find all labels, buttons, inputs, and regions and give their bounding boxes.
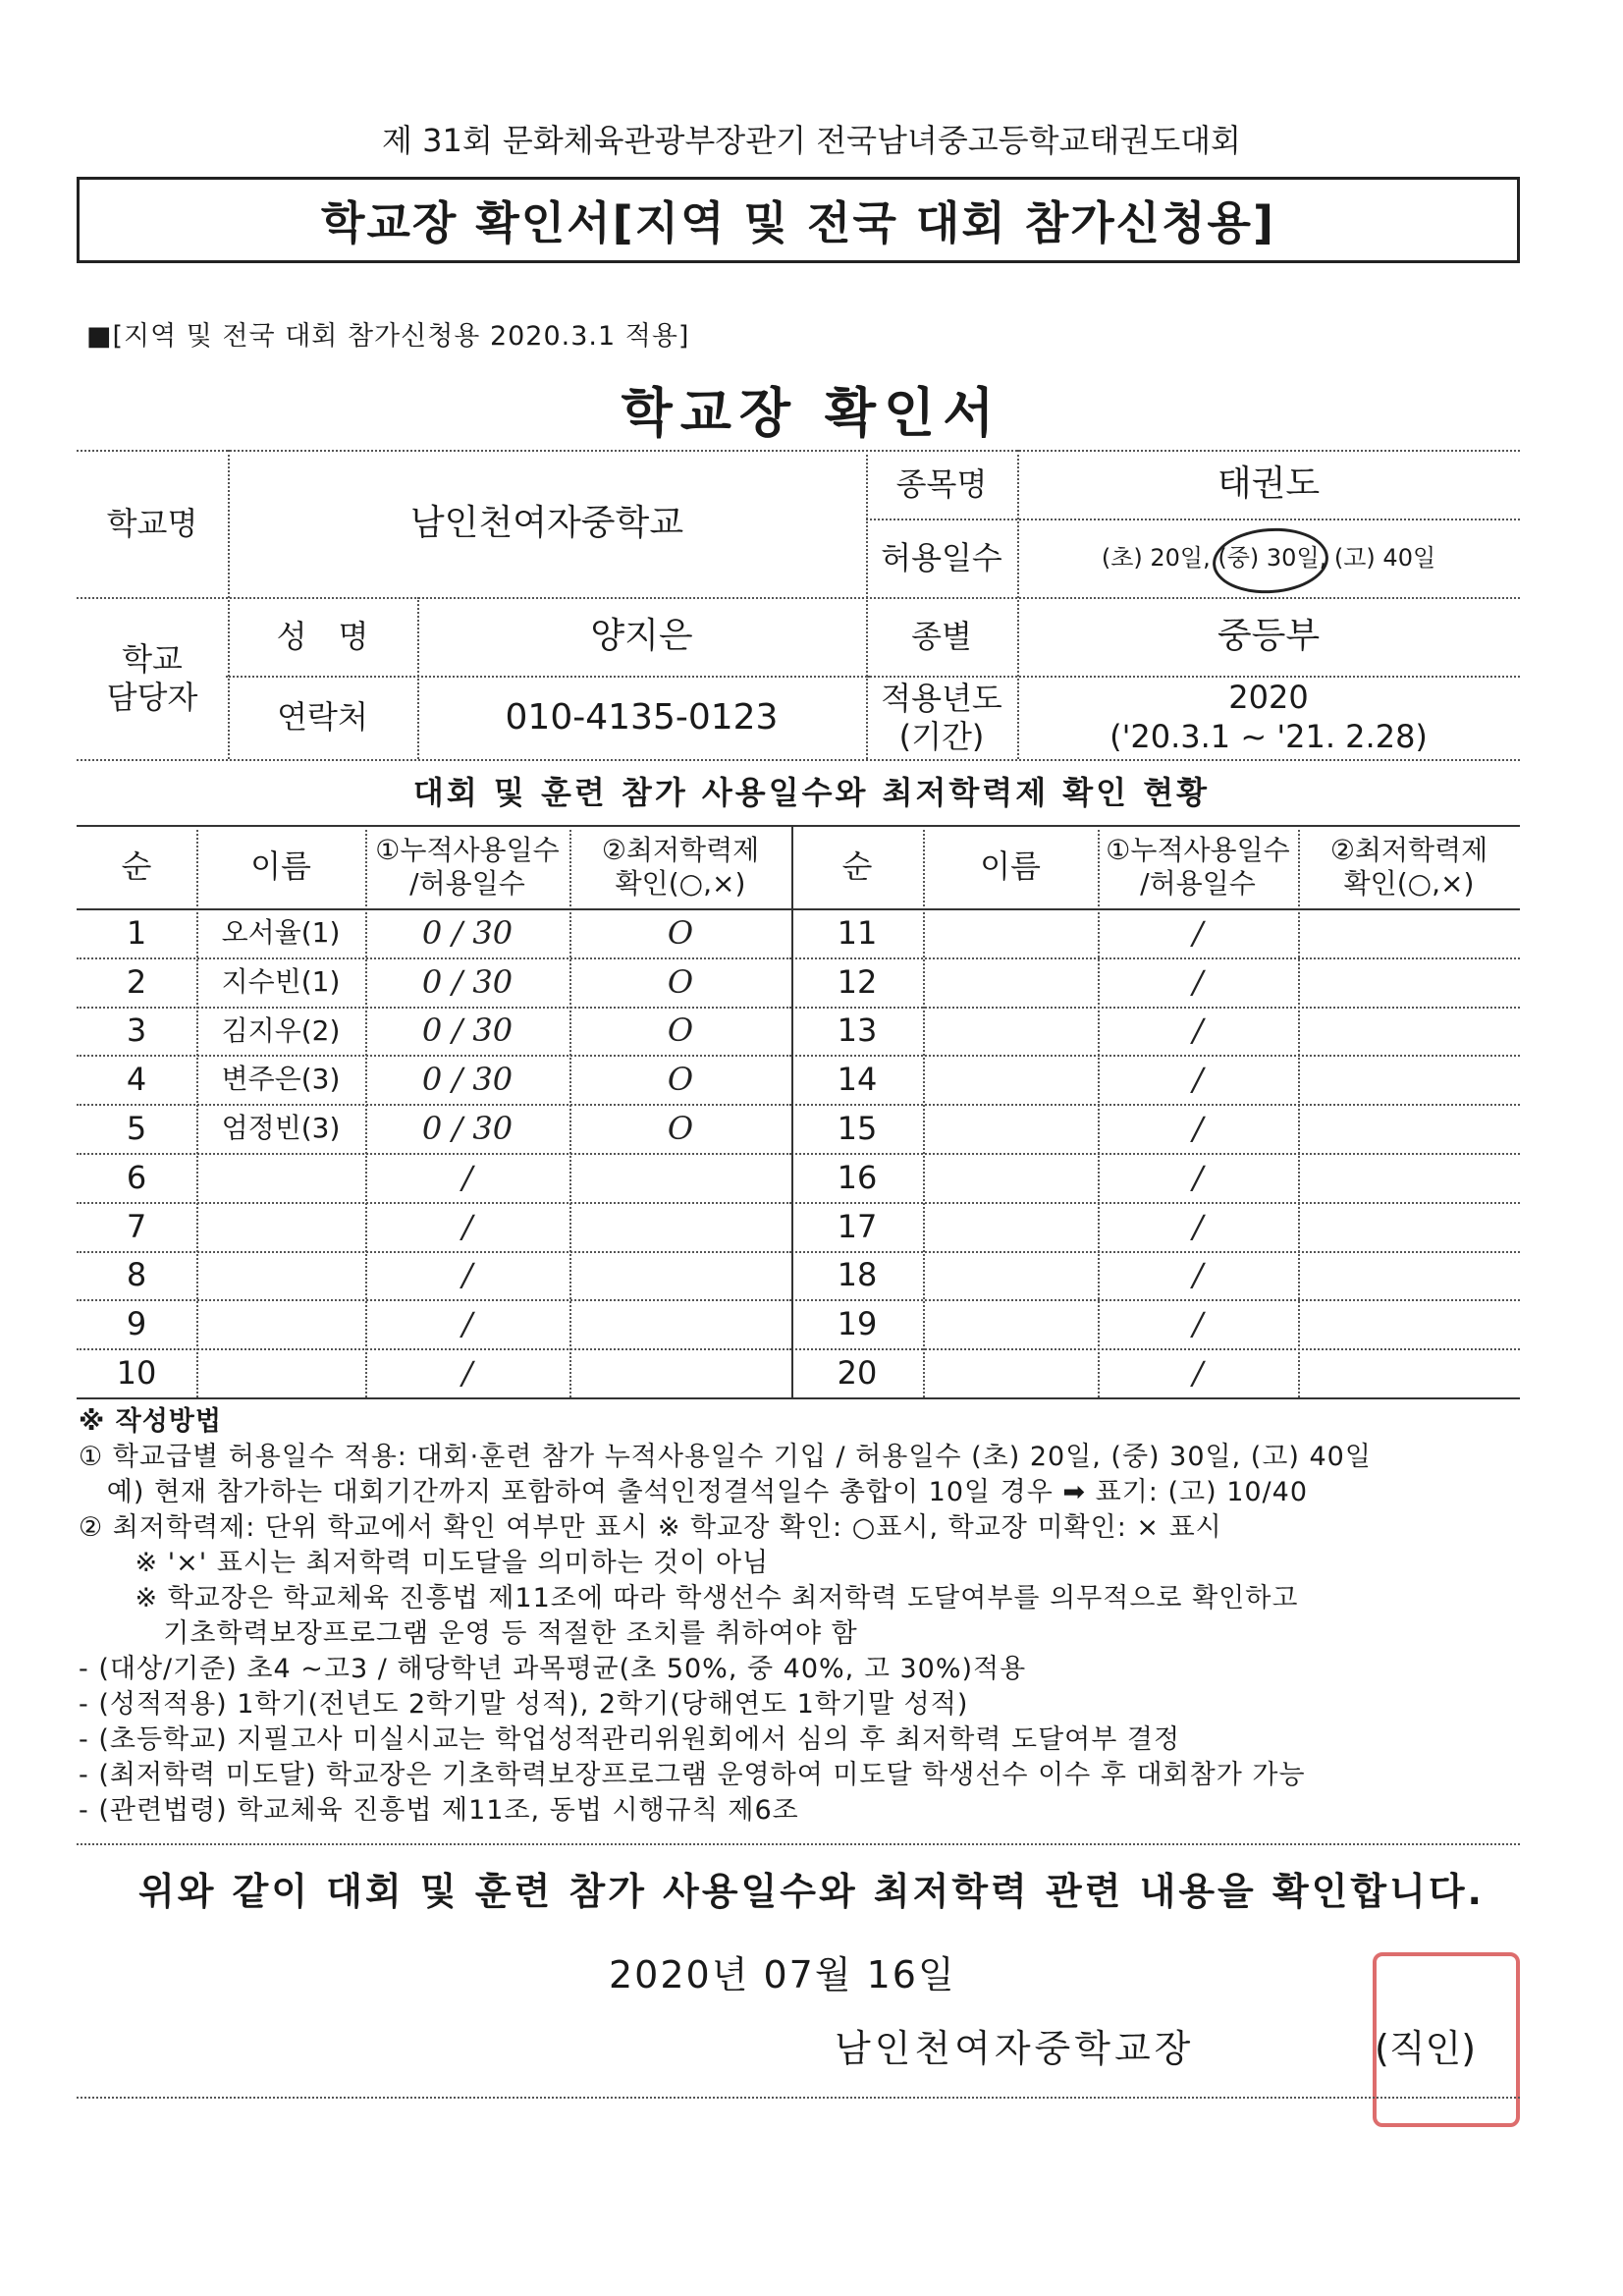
days-used: / <box>1192 1158 1204 1196</box>
manager-label: 학교 담당자 <box>106 640 198 716</box>
note-line: 기초학력보장프로그램 운영 등 적절한 조치를 취하여야 함 <box>79 1618 858 1649</box>
note-line: - (관련법령) 학교체육 진흥법 제11조, 동법 시행규칙 제6조 <box>79 1795 799 1826</box>
note-line: ※ '×' 표시는 최저학력 미도달을 의미하는 것이 아님 <box>79 1548 770 1578</box>
student-name <box>923 1055 1098 1104</box>
minimum-achievement-check <box>1298 1153 1520 1202</box>
student-name <box>196 1202 365 1251</box>
sport-label: 종목명 <box>895 465 988 503</box>
days-used: 0 / 30 <box>421 962 514 1001</box>
days-used: 0 / 30 <box>421 1011 514 1050</box>
row-number: 18 <box>837 1256 878 1294</box>
seal-label: (직인) <box>1375 2027 1477 2070</box>
header-check: ②최저학력제 확인(○,×) <box>1329 833 1488 900</box>
row-number: 15 <box>837 1109 878 1147</box>
student-name <box>923 1202 1098 1251</box>
header-check: ②최저학력제 확인(○,×) <box>601 833 760 900</box>
days-used: / <box>461 1207 473 1245</box>
year-label: 적용년도 (기간) <box>881 680 1002 755</box>
section-heading: 대회 및 훈련 참가 사용일수와 최저학력제 확인 현황 <box>412 774 1211 811</box>
row-number: 8 <box>126 1256 147 1294</box>
header-number: 순 <box>841 847 873 886</box>
student-name: 오서율(1) <box>221 916 341 950</box>
minimum-achievement-check <box>1298 1251 1520 1300</box>
manager-name-value: 양지은 <box>590 616 693 657</box>
minimum-achievement-check <box>569 1299 791 1348</box>
student-name: 김지우(2) <box>221 1013 341 1047</box>
student-name <box>923 1153 1098 1202</box>
division-label: 종별 <box>911 617 972 655</box>
student-name <box>196 1299 365 1348</box>
minimum-achievement-check <box>569 1348 791 1397</box>
student-name <box>196 1153 365 1202</box>
note-line: - (대상/기준) 초4 ~고3 / 해당학년 과목평균(초 50%, 중 40%, 고 30%)적용 <box>79 1654 1027 1684</box>
principal-signature-line: 남인천여자중학교장 <box>835 2027 1195 2070</box>
document-date: 2020년 07월 16일 <box>609 1953 956 1996</box>
days-used: 0 / 30 <box>421 1061 514 1099</box>
note-line: ※ 학교장은 학교체육 진흥법 제11조에 따라 학생선수 최저학력 도달여부를 의무적으로 확인하고 <box>79 1583 1299 1613</box>
header-days: ①누적사용일수 /허용일수 <box>375 833 560 900</box>
student-name <box>923 908 1098 957</box>
row-number: 17 <box>837 1207 878 1245</box>
row-number: 1 <box>126 913 147 952</box>
days-used: / <box>461 1305 473 1343</box>
box-title: 학교장 확인서[지역 및 전국 대회 참가신청용] <box>321 196 1275 249</box>
note-line: ② 최저학력제: 단위 학교에서 확인 여부만 표시 ※ 학교장 확인: ○표시, 학교장 미확인: × 표시 <box>79 1512 1222 1543</box>
row-number: 14 <box>837 1061 878 1099</box>
minimum-achievement-check <box>569 1251 791 1300</box>
minimum-achievement-check: O <box>667 1061 694 1099</box>
minimum-achievement-check <box>569 1153 791 1202</box>
row-number: 3 <box>126 1011 147 1050</box>
row-number: 4 <box>126 1061 147 1099</box>
note-line: 예) 현재 참가하는 대회기간까지 포함하여 출석인정결석일수 총합이 10일 경우 ➡ 표기: (고) 10/40 <box>79 1477 1309 1507</box>
school-value: 남인천여자중학교 <box>409 503 684 544</box>
days-used: / <box>461 1158 473 1196</box>
minimum-achievement-check: O <box>667 1109 694 1147</box>
apply-note: ■[지역 및 전국 대회 참가신청용 2020.3.1 적용] <box>86 321 690 352</box>
row-number: 10 <box>116 1353 157 1392</box>
note-line: - (성적적용) 1학기(전년도 2학기말 성적), 2학기(당해연도 1학기말 성적) <box>79 1689 969 1720</box>
days-used: / <box>461 1353 473 1392</box>
minimum-achievement-check <box>1298 1348 1520 1397</box>
sport-value: 태권도 <box>1217 464 1321 505</box>
period-value: ('20.3.1 ~ '21. 2.28) <box>1109 717 1428 755</box>
name-label: 성 명 <box>276 617 369 655</box>
note-line: ① 학교급별 허용일수 적용: 대회·훈련 참가 누적사용일수 기입 / 허용일수 (초) 20일, (중) 30일, (고) 40일 <box>79 1442 1372 1472</box>
row-number: 19 <box>837 1305 878 1343</box>
row-number: 11 <box>837 913 878 952</box>
minimum-achievement-check <box>1298 1299 1520 1348</box>
minimum-achievement-check <box>1298 1055 1520 1104</box>
note-line: - (최저학력 미도달) 학교장은 기초학력보장프로그램 운영하여 미도달 학생선수 이수 후 대회참가 가능 <box>79 1760 1306 1790</box>
row-number: 5 <box>126 1109 147 1147</box>
days-used: / <box>1192 1061 1204 1099</box>
writing-instructions <box>79 1404 1571 1829</box>
contact-label: 연락처 <box>277 698 368 737</box>
header-name: 이름 <box>980 847 1041 886</box>
student-name: 지수빈(1) <box>221 964 341 998</box>
student-name <box>923 957 1098 1007</box>
note-line: ※ 작성방법 <box>79 1406 222 1437</box>
student-name: 변주은(3) <box>221 1063 341 1096</box>
row-number: 2 <box>126 962 147 1001</box>
days-used: / <box>1192 1256 1204 1294</box>
minimum-achievement-check <box>569 1202 791 1251</box>
days-used: / <box>1192 1109 1204 1147</box>
days-used: / <box>1192 1011 1204 1050</box>
student-name <box>923 1348 1098 1397</box>
student-name: 엄정빈(3) <box>221 1112 341 1145</box>
note-line: - (초등학교) 지필고사 미실시교는 학업성적관리위원회에서 심의 후 최저학력 도달여부 결정 <box>79 1724 1181 1755</box>
days-label: 허용일수 <box>881 538 1002 576</box>
student-name <box>923 1007 1098 1056</box>
school-label: 학교명 <box>106 504 198 542</box>
student-name <box>923 1299 1098 1348</box>
student-name <box>923 1251 1098 1300</box>
event-title: 제 31회 문화체육관광부장관기 전국남녀중고등학교태권도대회 <box>382 122 1241 159</box>
student-name <box>196 1251 365 1300</box>
days-used: / <box>461 1256 473 1294</box>
header-number: 순 <box>121 847 152 886</box>
minimum-achievement-check: O <box>667 962 694 1001</box>
row-number: 13 <box>837 1011 878 1050</box>
header-name: 이름 <box>250 847 311 886</box>
minimum-achievement-check <box>1298 908 1520 957</box>
row-number: 16 <box>837 1158 878 1196</box>
minimum-achievement-check <box>1298 1104 1520 1153</box>
row-number: 12 <box>837 962 878 1001</box>
days-used: 0 / 30 <box>421 913 514 952</box>
minimum-achievement-check <box>1298 957 1520 1007</box>
page-title: 학교장 확인서 <box>621 382 1002 444</box>
days-used: / <box>1192 962 1204 1001</box>
days-used: / <box>1192 1207 1204 1245</box>
minimum-achievement-check <box>1298 1202 1520 1251</box>
header-days: ①누적사용일수 /허용일수 <box>1106 833 1290 900</box>
row-number: 20 <box>837 1353 878 1392</box>
days-used: / <box>1192 913 1204 952</box>
row-number: 7 <box>126 1207 147 1245</box>
minimum-achievement-check <box>1298 1007 1520 1056</box>
row-number: 9 <box>126 1305 147 1343</box>
student-name <box>196 1348 365 1397</box>
minimum-achievement-check: O <box>667 913 694 952</box>
days-used: 0 / 30 <box>421 1109 514 1147</box>
student-name <box>923 1104 1098 1153</box>
days-used: / <box>1192 1305 1204 1343</box>
days-value: (초) 20일, (중) 30일, (고) 40일 <box>1101 543 1436 572</box>
document-title-box <box>77 177 1520 263</box>
row-number: 6 <box>126 1158 147 1196</box>
minimum-achievement-check: O <box>667 1011 694 1050</box>
division-value: 중등부 <box>1217 616 1321 657</box>
confirmation-statement: 위와 같이 대회 및 훈련 참가 사용일수와 최저학력 관련 내용을 확인합니다. <box>138 1870 1485 1913</box>
year-value: 2020 <box>1228 678 1309 716</box>
contact-value: 010-4135-0123 <box>505 696 779 738</box>
days-used: / <box>1192 1353 1204 1392</box>
